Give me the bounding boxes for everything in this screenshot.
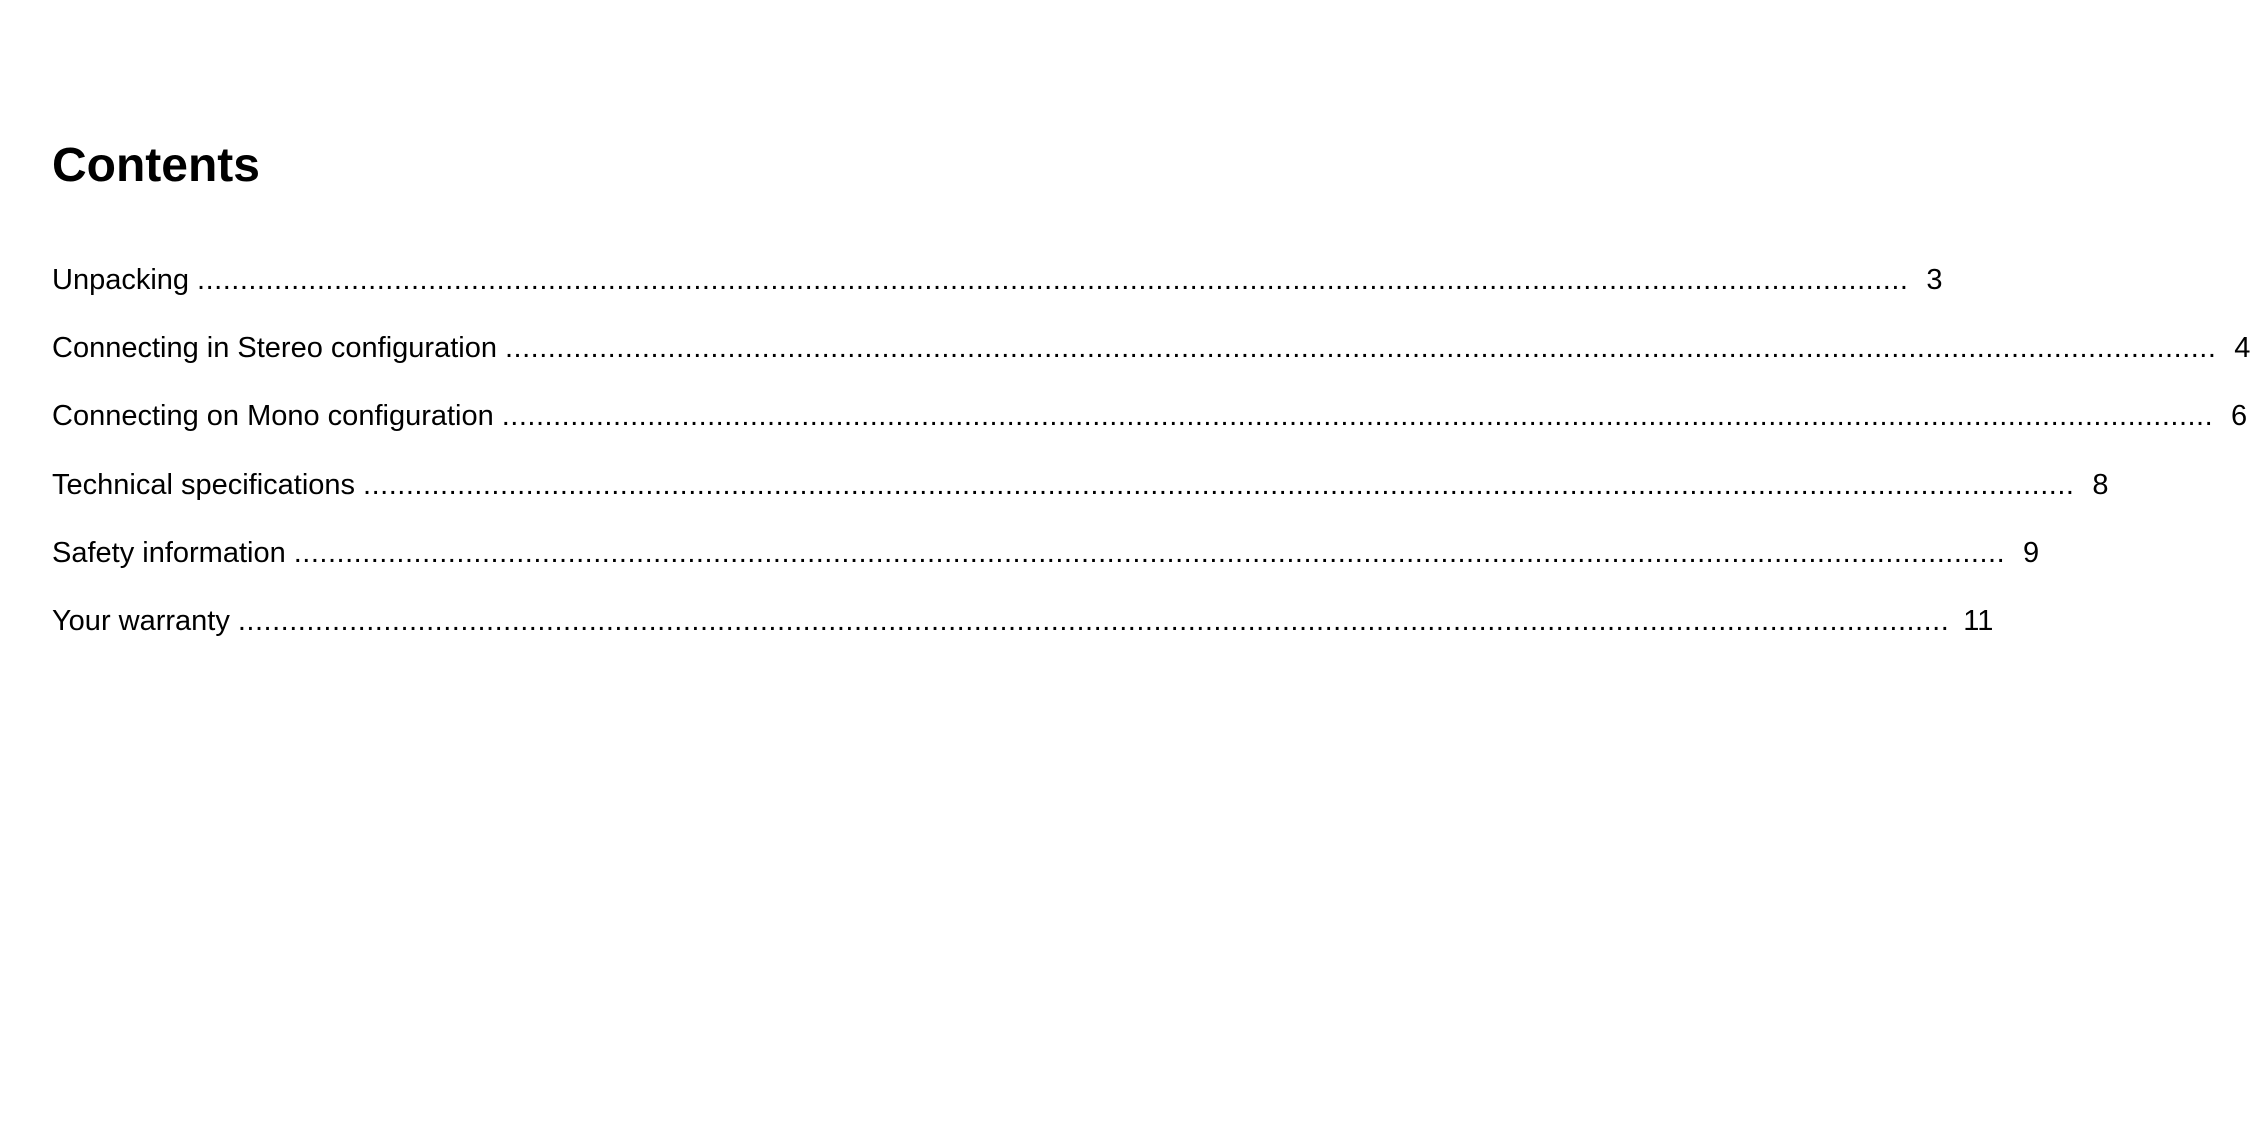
toc-entry-warranty [52,601,1994,669]
toc-entry-unpacking [52,260,1943,328]
table-of-contents [52,260,2250,669]
toc-page-number: 8 [2092,468,2109,501]
toc-dot-leader: ........................................................................................................................................................................................................ [197,264,1909,296]
toc-page-number: 9 [2023,536,2040,569]
toc-page-number: 4 [2234,332,2250,365]
toc-entry-label: Safety information [52,536,286,569]
toc-dot-leader: ........................................................................................................................................................................................................ [293,536,2006,569]
toc-entry-label: Unpacking [52,264,190,296]
page-title: Contents [52,139,260,192]
toc-entry-safety-information [52,533,2040,601]
toc-entry-label: Your warranty [52,604,230,637]
toc-page-number: 3 [1926,264,1943,296]
toc-entry-mono [52,396,2248,464]
toc-page-number: 11 [1963,604,1994,637]
toc-entry-label: Connecting on Mono configuration [52,400,494,433]
toc-entry-label: Technical specifications [52,468,356,501]
toc-dot-leader: ........................................................................................................................................................................................................ [501,400,2214,433]
toc-dot-leader: ........................................................................................................................................................................................................ [504,332,2217,365]
toc-entry-label: Connecting in Stereo configuration [52,332,497,365]
toc-entry-stereo [52,328,2250,396]
toc-entry-technical-specifications [52,465,2109,533]
toc-page-number: 6 [2231,400,2248,433]
toc-dot-leader: ........................................................................................................................................................................................................ [237,604,1950,637]
toc-dot-leader: ........................................................................................................................................................................................................ [363,468,2075,501]
